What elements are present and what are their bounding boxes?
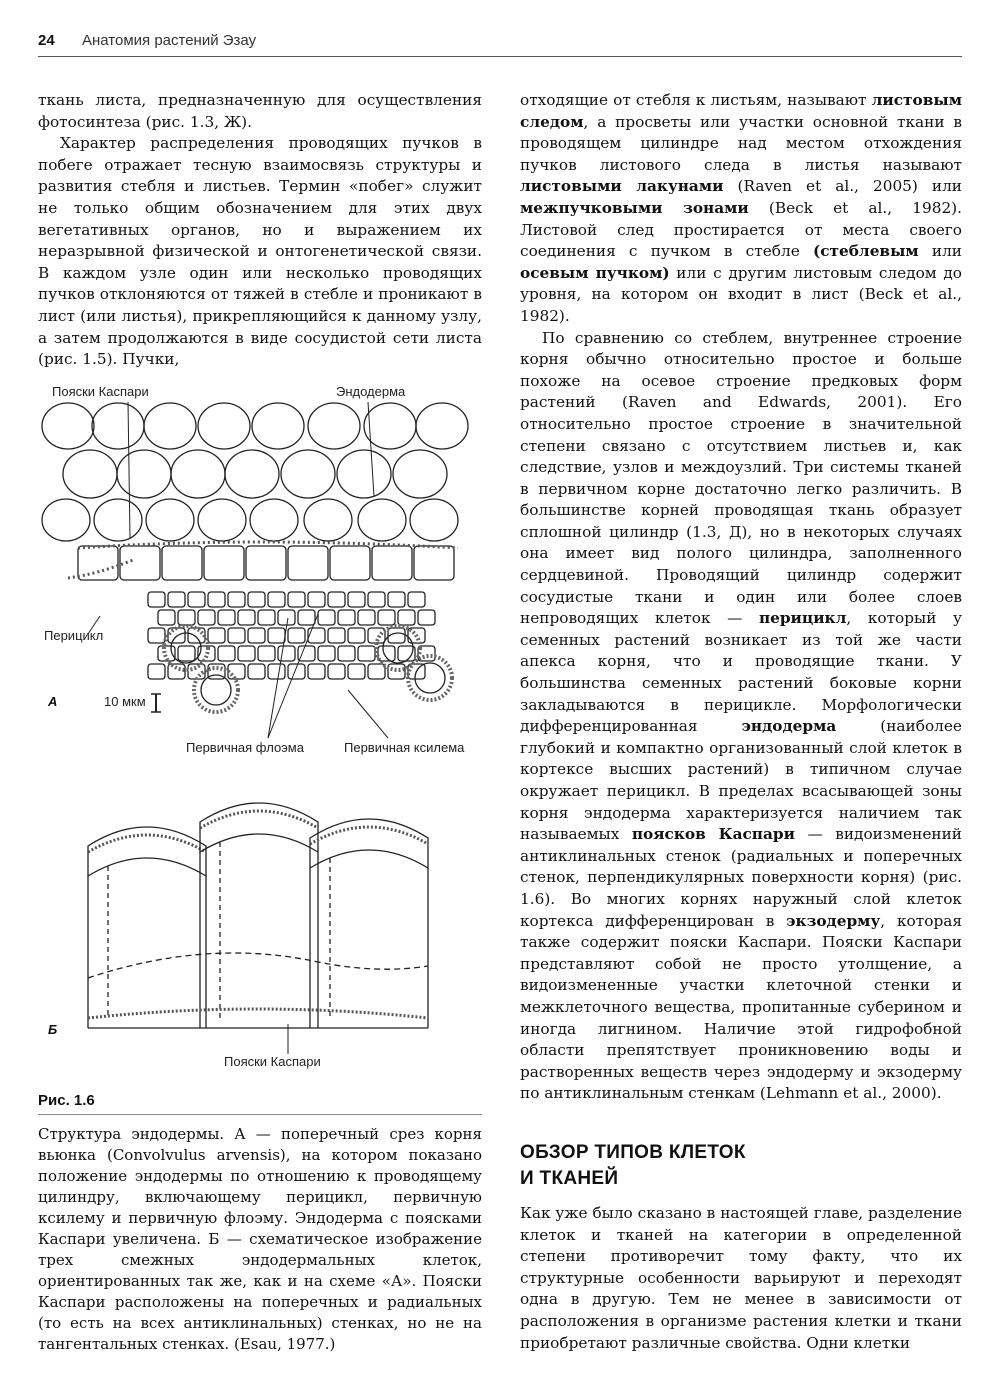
cortex-cell [225,450,279,498]
vascular-cell [168,592,185,607]
section-body [520,1203,962,1354]
label-primary-phloem: Первичная флоэма [186,740,304,755]
vascular-cell [248,592,265,607]
vascular-cell [308,628,325,643]
endodermal-cell-top [88,827,206,876]
cortex-cell [144,403,196,449]
vascular-cell [278,610,295,625]
endodermis-cell [330,546,370,580]
vascular-cell [418,610,435,625]
vascular-cell [328,592,345,607]
figure-1-6 [38,378,482,1078]
cortex-cell [92,403,144,449]
endodermis-cell [162,546,202,580]
vascular-cell [258,610,275,625]
cortex-cell [337,450,391,498]
vascular-cell [238,646,255,661]
vascular-cell [248,664,265,679]
paragraph: Как уже было сказано в настоящей главе, разделение клеток и тканей на категории в определенной степени противоречит тому факту, что их структурные особенности варьируют и переходят одна в другую. Тем не менее в зависимости от расположения в организме растения клетки и ткани приобретают различные свойства. Одни клетки [520,1204,962,1352]
cortex-cell [416,403,468,449]
right-column-text [520,90,962,1105]
vascular-cell [268,628,285,643]
vascular-cell [218,610,235,625]
paragraph: отходящие от стебля к листьям, называют листовым следом, а просветы или участки основной ткани в проводящем цилиндре над местом отхождения пучков листового следа в листья называют листовыми лакунами (Raven et al., 2005) или межпучковыми зонами (Beck et al., 1982). Листовой след простирается от места своего соединения с пучком в стебле (стеблевым или осевым пучком) или с другим листовым следом до уровня, на котором он входит в лист (Beck et al., 1982). [520,91,963,325]
label-leader-line [128,402,130,538]
endodermis-cell [246,546,286,580]
vascular-cell [188,628,205,643]
label-endodermis: Эндодерма [336,384,406,399]
vascular-cell [158,610,175,625]
figure-caption: Структура эндодермы. А — поперечный срез корня вьюнка (Convolvulus arvensis), на котором показано положение эндодермы по отношению к проводящему цилиндру, включающему перицикл, первичную ксилему и первичную флоэму. Эндодерма с поясками Каспари увеличена. Б — схематическое изображение трех смежных эндодермальных клеток, ориентированных так же, как и на схеме «А». Пояски Каспари расположены на поперечных и радиальных (то есть на всех антиклинальных) стенках, но не на тангентальных стенках. (Esau, 1977.) [38,1125,482,1353]
casparian-strip-top [200,811,318,828]
cortex-cell [42,499,90,541]
vascular-cell [228,592,245,607]
vascular-cell [228,628,245,643]
vascular-cell [178,646,195,661]
vascular-cell [298,646,315,661]
casparian-strip-bottom [88,1009,428,1018]
vascular-cell [338,646,355,661]
vascular-cell [308,664,325,679]
vascular-cell [408,592,425,607]
panel-a-letter: А [48,694,58,709]
figure-rule [38,1114,482,1115]
vascular-cell [308,592,325,607]
endodermis-cell [414,546,454,580]
endodermis-cell [372,546,412,580]
label-leader-line [348,690,388,738]
label-casparian-strips-a: Пояски Каспари [52,384,149,399]
vascular-cell [348,664,365,679]
label-leader-line [268,614,318,738]
cortex-cell [364,403,416,449]
vascular-cell [268,664,285,679]
vascular-cell [368,592,385,607]
cortex-cell [308,403,360,449]
left-column-text [38,90,482,371]
scale-bar-label: 10 мкм [104,694,146,709]
vascular-cell [388,592,405,607]
cortex-cell [304,499,352,541]
vascular-cell [388,664,405,679]
endodermal-cell-top [200,803,318,852]
vascular-cell [338,610,355,625]
book-title: Анатомия растений Эзау [82,32,257,49]
vascular-cell [358,610,375,625]
xylem-lumen [415,663,445,693]
cortex-cell [198,499,246,541]
vascular-cell [248,628,265,643]
cortex-cell [252,403,304,449]
cortex-cell [94,499,142,541]
cortex-cell [63,450,117,498]
casparian-strip-top [88,835,206,852]
label-casparian-strips-b: Пояски Каспари [224,1054,321,1069]
vascular-cell [218,646,235,661]
vascular-cell [358,646,375,661]
endodermis-illustration [38,378,482,1078]
section-heading-line: ОБЗОР ТИПОВ КЛЕТОК [520,1142,746,1163]
vascular-cell [258,646,275,661]
paragraph: Характер распределения проводящих пучков в побеге отражает тесную взаимосвязь структуры и развития стебля и листьев. Термин «побег» служит не только общим обозначением для этих двух вегетативных органов, но и выражением их неразрывной физической и онтогенетической связи. В каждом узле один или несколько проводящих пучков отклоняются от тяжей в стебле и проникают в лист (или листья), прикрепляющийся к данному узлу, а затем продолжаются в виде сосудистой сети листа (рис. 1.5). Пучки, [38,134,482,369]
vascular-cell [188,592,205,607]
cortex-cell [171,450,225,498]
vascular-cell [288,628,305,643]
transverse-wall-dashed [88,953,428,978]
cortex-cell [281,450,335,498]
cortex-cell [393,450,447,498]
vascular-cell [328,664,345,679]
cortex-cell [250,499,298,541]
vascular-cell [348,592,365,607]
paragraph: По сравнению со стеблем, внутреннее строение корня обычно относительно простое и больше похоже на осевое строение предковых форм растений (Raven and Edwards, 2001). Его относительно простое строение в значительной степени связано с отсутствием листьев и, как следствие, узлов и междоузлий. Три системы тканей в первичном корне достаточно легко различить. В большинстве корней проводящая ткань образует сплошной цилиндр (1.3, Д), но в некоторых случаях она имеет вид полого цилиндра, заполненного сердцевиной. Проводящий цилиндр содержит сосудистые ткани и один или более слоев непроводящих клеток — перицикл, который у семенных растений возникает из той же части апекса корня, что и проводящие ткани. У большинства семенных растений боковые корни закладываются в перицикле. Морфологически дифференцированная эндодерма (наиболее глубокий и компактно организованный слой клеток в кортексе высших растений) в типичном случае окружает перицикл. В пределах всасывающей зоны корня эндодерма характеризуется наличием так называемых поясков Каспари — видоизменений антиклинальных стенок (радиальных и поперечных стенок, перпендикулярных поверхности корня) (рис. 1.6). Во многих корнях наружный слой клеток кортекса дифференцирован в экзодерму, которая также содержит пояски Каспари. Пояски Каспари представляют собой не просто утолщение, а видоизмененные участки клеточной стенки и межклеточного вещества, пропитанные суберином и иногда лигнином. Наличие этой гидрофобной области препятствует проникновению воды и растворенных веществ через эндодерму и экзодерму по антиклинальным стенкам (Lehmann et al., 2000). [520,328,963,1103]
endodermis-cell [288,546,328,580]
section-heading [520,1140,962,1192]
running-head [38,30,962,57]
label-pericycle: Перицикл [44,628,104,643]
vascular-cell [148,664,165,679]
cortex-cell [117,450,171,498]
vascular-cell [348,628,365,643]
vascular-cell [148,592,165,607]
vascular-cell [318,610,335,625]
vascular-cell [198,610,215,625]
figure-heading: Рис. 1.6 [38,1092,95,1109]
section-heading-line: И ТКАНЕЙ [520,1168,619,1189]
vascular-cell [298,610,315,625]
vascular-cell [208,592,225,607]
vascular-cell [178,610,195,625]
vascular-cell [268,592,285,607]
cortex-cell [42,403,94,449]
endodermis-cell [204,546,244,580]
casparian-strip-top [310,827,428,844]
vascular-cell [238,610,255,625]
page-number: 24 [38,32,55,49]
cortex-cell [358,499,406,541]
vascular-cell [328,628,345,643]
vascular-cell [278,646,295,661]
vascular-cell [378,610,395,625]
paragraph: ткань листа, предназначенную для осуществления фотосинтеза (рис. 1.3, Ж). [38,91,482,131]
casparian-band [78,542,458,548]
endodermal-cell-top [310,819,428,868]
panel-b-letter: Б [48,1022,58,1037]
vascular-cell [288,592,305,607]
vascular-cell [318,646,335,661]
cortex-cell [198,403,250,449]
vascular-cell [368,628,385,643]
vascular-cell [398,610,415,625]
label-leader-line [368,402,374,496]
label-primary-xylem: Первичная ксилема [344,740,465,755]
cortex-cell [410,499,458,541]
vascular-cell [148,628,165,643]
vascular-cell [208,628,225,643]
cortex-cell [146,499,194,541]
